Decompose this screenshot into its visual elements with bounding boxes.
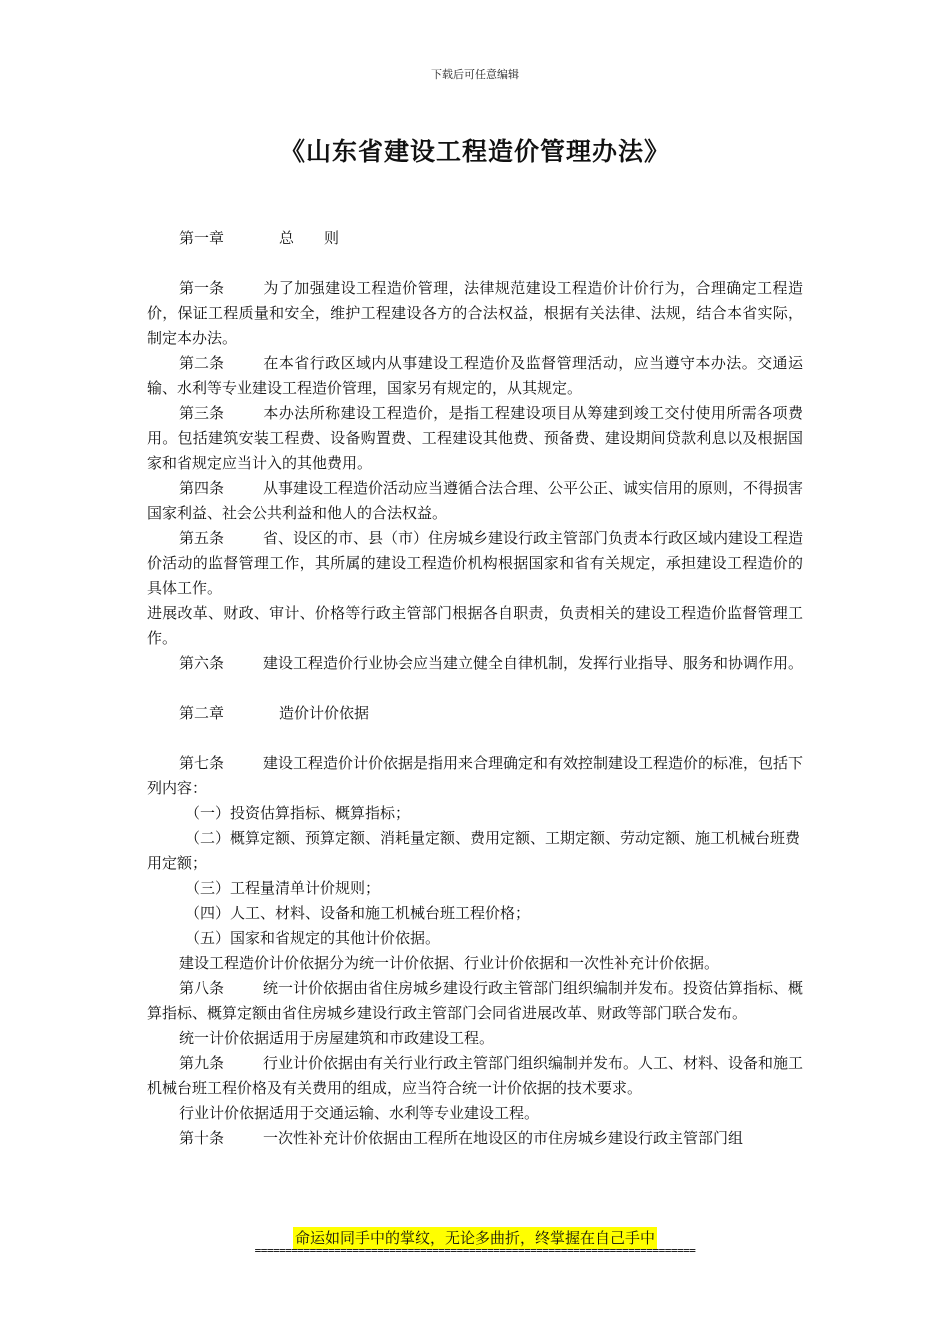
- article-9-continuation: 行业计价依据适用于交通运输、水利等专业建设工程。: [179, 1104, 540, 1122]
- article-number: 第十条: [179, 1129, 225, 1147]
- article-4: [147, 476, 803, 526]
- article-number: 第四条: [179, 479, 225, 497]
- article-2: [147, 351, 803, 401]
- article-number: 第七条: [179, 754, 225, 772]
- article-5-continuation: 进展改革、财政、审计、价格等行政主管部门根据各自职责，负责相关的建设工程造价监督管理工作。: [147, 604, 803, 647]
- list-item: （一）投资估算指标、概算指标；: [185, 804, 411, 822]
- article-text: 统一计价依据由省住房城乡建设行政主管部门组织编制并发布。投资估算指标、概算指标、概算定额由省住房城乡建设行政主管部门会同省进展改革、财政等部门联合发布。: [147, 979, 804, 1022]
- article-text: 省、设区的市、县（市）住房城乡建设行政主管部门负责本行政区域内建设工程造价活动的监督管理工作，其所属的建设工程造价机构根据国家和省有关规定，承担建设工程造价的具体工作。: [147, 529, 804, 597]
- list-item: （五）国家和省规定的其他计价依据。: [185, 929, 441, 947]
- chapter-heading-1: [147, 226, 803, 251]
- article-text: 行业计价依据由有关行业行政主管部门组织编制并发布。人工、材料、设备和施工机械台班工程价格及有关费用的组成，应当符合统一计价依据的技术要求。: [147, 1054, 804, 1097]
- footer-rule: ========================================================================: [254, 1244, 696, 1257]
- article-text: 建设工程造价行业协会应当建立健全自律机制，发挥行业指导、服务和协调作用。: [263, 654, 804, 672]
- document-title: 《山东省建设工程造价管理办法》: [279, 137, 670, 166]
- article-number: 第五条: [179, 529, 225, 547]
- chapter-name: 造价计价依据: [279, 704, 370, 722]
- article-text: 在本省行政区域内从事建设工程造价及监督管理活动，应当遵守本办法。交通运输、水利等专业建设工程造价管理，国家另有规定的，从其规定。: [147, 354, 803, 397]
- article-text: 建设工程造价计价依据是指用来合理确定和有效控制建设工程造价的标准，包括下列内容：: [147, 754, 804, 797]
- chapter-heading-2: [147, 701, 803, 726]
- article-9: [147, 1051, 803, 1101]
- chapter-label: 第一章: [179, 229, 225, 247]
- article-number: 第八条: [179, 979, 225, 997]
- chapter-label: 第二章: [179, 704, 225, 722]
- article-number: 第六条: [179, 654, 225, 672]
- article-number: 第二条: [179, 354, 225, 372]
- article-number: 第九条: [179, 1054, 225, 1072]
- article-text: 一次性补充计价依据由工程所在地设区的市住房城乡建设行政主管部门组: [263, 1129, 744, 1147]
- article-3: [147, 401, 803, 476]
- article-10: [147, 1126, 803, 1151]
- article-1: [147, 276, 803, 351]
- article-number: 第一条: [179, 279, 225, 297]
- article-8-continuation: 统一计价依据适用于房屋建筑和市政建设工程。: [179, 1029, 495, 1047]
- article-5: [147, 526, 803, 601]
- article-7-continuation: 建设工程造价计价依据分为统一计价依据、行业计价依据和一次性补充计价依据。: [179, 954, 720, 972]
- article-text: 本办法所称建设工程造价，是指工程建设项目从筹建到竣工交付使用所需各项费用。包括建筑安装工程费、设备购置费、工程建设其他费、预备费、建设期间贷款利息以及根据国家和省规定应当计入的其他费用。: [147, 404, 803, 472]
- footer-motto: 命运如同手中的掌纹，无论多曲折，终掌握在自己手中: [294, 1229, 655, 1247]
- list-item: （二）概算定额、预算定额、消耗量定额、费用定额、工期定额、劳动定额、施工机械台班费用定额；: [147, 829, 801, 872]
- article-6: [147, 651, 803, 676]
- article-7: [147, 751, 803, 801]
- list-item: （三）工程量清单计价规则；: [185, 879, 381, 897]
- article-8: [147, 976, 803, 1026]
- document-body: [147, 226, 803, 1151]
- chapter-name: 总 则: [279, 229, 340, 247]
- list-item: （四）人工、材料、设备和施工机械台班工程价格；: [185, 904, 531, 922]
- article-number: 第三条: [179, 404, 225, 422]
- article-text: 为了加强建设工程造价管理，法律规范建设工程造价计价行为，合理确定工程造价，保证工程质量和安全，维护工程建设各方的合法权益，根据有关法律、法规，结合本省实际，制定本办法。: [147, 279, 803, 347]
- article-text: 从事建设工程造价活动应当遵循合法合理、公平公正、诚实信用的原则，不得损害国家利益、社会公共利益和他人的合法权益。: [147, 479, 804, 522]
- header-note: 下载后可任意编辑: [431, 68, 519, 81]
